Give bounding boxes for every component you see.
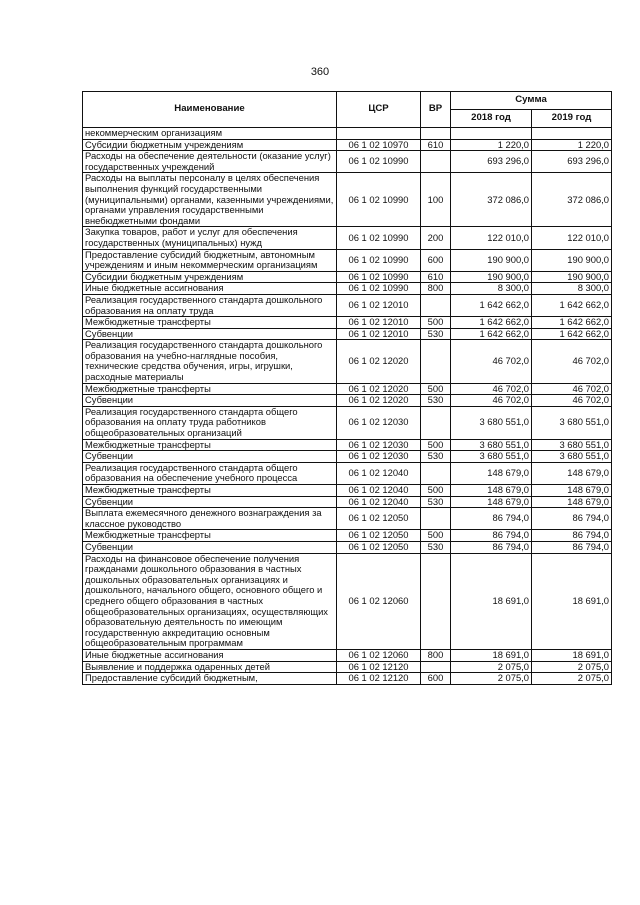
cell-s2019: 18 691,0 [532,649,612,661]
cell-name: Субсидии бюджетным учреждениям [83,271,337,283]
cell-vr: 100 [421,173,451,227]
cell-csr: 06 1 02 12010 [337,328,421,340]
cell-name: Расходы на выплаты персоналу в целях обеспечения выполнения функций государственными (муниципальными) органами, казенными учреждениями, органами управления государственными внебюджетными фондами [83,173,337,227]
cell-vr: 200 [421,227,451,249]
cell-s2018: 2 075,0 [451,673,532,685]
cell-vr [421,553,451,649]
header-name: Наименование [83,92,337,128]
cell-s2019: 148 679,0 [532,496,612,508]
cell-s2019: 1 642 662,0 [532,328,612,340]
cell-vr: 530 [421,451,451,463]
cell-s2018: 3 680 551,0 [451,451,532,463]
table-row [83,128,612,140]
cell-s2019: 3 680 551,0 [532,439,612,451]
cell-vr [421,340,451,383]
header-2018: 2018 год [451,110,532,128]
cell-vr [421,406,451,439]
cell-name: Выявление и поддержка одаренных детей [83,661,337,673]
cell-s2018: 3 680 551,0 [451,439,532,451]
cell-csr [337,128,421,140]
cell-csr: 06 1 02 10990 [337,173,421,227]
cell-s2019: 46 702,0 [532,395,612,407]
cell-s2018: 693 296,0 [451,151,532,173]
cell-s2018: 18 691,0 [451,553,532,649]
cell-csr: 06 1 02 12010 [337,294,421,316]
cell-vr: 610 [421,271,451,283]
table-row [83,328,612,340]
cell-s2019: 2 075,0 [532,673,612,685]
cell-name: Субвенции [83,395,337,407]
cell-csr: 06 1 02 12060 [337,553,421,649]
cell-s2018: 148 679,0 [451,485,532,497]
cell-csr: 06 1 02 12030 [337,406,421,439]
cell-name: Расходы на обеспечение деятельности (оказание услуг) государственных учреждений [83,151,337,173]
table-row [83,439,612,451]
table-row [83,227,612,249]
cell-name: Реализация государственного стандарта дошкольного образования на учебно-наглядные пособия, технические средства обучения, игры, игрушки, расходные материалы [83,340,337,383]
cell-csr: 06 1 02 10990 [337,271,421,283]
table-row [83,340,612,383]
header-2019: 2019 год [532,110,612,128]
cell-csr: 06 1 02 12020 [337,383,421,395]
page-number: 360 [310,66,330,78]
cell-csr: 06 1 02 12020 [337,395,421,407]
cell-s2018: 1 642 662,0 [451,328,532,340]
cell-name: Субвенции [83,496,337,508]
cell-csr: 06 1 02 12050 [337,508,421,530]
cell-s2018: 1 220,0 [451,139,532,151]
cell-s2019: 3 680 551,0 [532,451,612,463]
cell-name: Расходы на финансовое обеспечение получения гражданами дошкольного образования в частных дошкольных образовательных организациях и дошкольного, начального общего, основного общего и среднего общего образования в частных общеобразовательных организациях, осуществляющих образовательную деятельность по имеющим государственную аккредитацию основным общеобразовательным программам [83,553,337,649]
table-header [83,92,612,128]
cell-s2018: 122 010,0 [451,227,532,249]
cell-csr: 06 1 02 10990 [337,227,421,249]
table-row [83,249,612,271]
cell-name: Межбюджетные трансферты [83,317,337,329]
cell-s2019: 190 900,0 [532,249,612,271]
table-row [83,317,612,329]
cell-csr: 06 1 02 12040 [337,462,421,484]
table-row [83,553,612,649]
cell-s2018: 8 300,0 [451,283,532,295]
table-row [83,451,612,463]
table-row [83,673,612,685]
cell-s2018: 148 679,0 [451,496,532,508]
table-row [83,151,612,173]
cell-s2019: 46 702,0 [532,340,612,383]
cell-name: Предоставление субсидий бюджетным, автономным учреждениям и иным некоммерческим организациям [83,249,337,271]
cell-s2018: 190 900,0 [451,249,532,271]
table-body [83,128,612,685]
cell-name: Межбюджетные трансферты [83,530,337,542]
cell-s2019: 18 691,0 [532,553,612,649]
cell-s2019 [532,128,612,140]
cell-vr: 500 [421,530,451,542]
cell-csr: 06 1 02 12060 [337,649,421,661]
cell-name: Предоставление субсидий бюджетным, [83,673,337,685]
table-row [83,462,612,484]
cell-s2018: 86 794,0 [451,508,532,530]
cell-s2018: 86 794,0 [451,530,532,542]
cell-s2019: 148 679,0 [532,485,612,497]
cell-vr: 530 [421,541,451,553]
cell-s2018: 86 794,0 [451,541,532,553]
cell-s2019: 1 220,0 [532,139,612,151]
cell-name: Субсидии бюджетным учреждениям [83,139,337,151]
cell-csr: 06 1 02 12040 [337,485,421,497]
cell-s2018: 1 642 662,0 [451,294,532,316]
cell-vr: 600 [421,249,451,271]
cell-name: Реализация государственного стандарта общего образования на обеспечение учебного процесса [83,462,337,484]
table-row [83,383,612,395]
header-sum: Сумма [451,92,612,110]
cell-csr: 06 1 02 12040 [337,496,421,508]
cell-s2018: 1 642 662,0 [451,317,532,329]
cell-s2019: 86 794,0 [532,530,612,542]
cell-s2018: 372 086,0 [451,173,532,227]
cell-s2019: 148 679,0 [532,462,612,484]
cell-csr: 06 1 02 12120 [337,661,421,673]
cell-vr: 610 [421,139,451,151]
table-row [83,406,612,439]
cell-s2019: 372 086,0 [532,173,612,227]
cell-s2018: 46 702,0 [451,395,532,407]
cell-name: Выплата ежемесячного денежного вознаграждения за классное руководство [83,508,337,530]
cell-vr: 500 [421,439,451,451]
cell-csr: 06 1 02 12030 [337,451,421,463]
cell-name: Реализация государственного стандарта дошкольного образования на оплату труда [83,294,337,316]
table-row [83,271,612,283]
cell-s2018: 2 075,0 [451,661,532,673]
cell-vr: 500 [421,383,451,395]
table-row [83,649,612,661]
header-vr: ВР [421,92,451,128]
cell-s2019: 46 702,0 [532,383,612,395]
cell-vr [421,294,451,316]
cell-vr: 530 [421,328,451,340]
header-csr: ЦСР [337,92,421,128]
cell-s2019: 122 010,0 [532,227,612,249]
cell-vr: 530 [421,395,451,407]
cell-vr: 530 [421,496,451,508]
cell-csr: 06 1 02 10990 [337,283,421,295]
cell-vr [421,462,451,484]
cell-name: Иные бюджетные ассигнования [83,649,337,661]
cell-vr [421,508,451,530]
cell-s2018: 18 691,0 [451,649,532,661]
cell-csr: 06 1 02 12120 [337,673,421,685]
cell-csr: 06 1 02 12010 [337,317,421,329]
cell-s2018: 46 702,0 [451,383,532,395]
cell-csr: 06 1 02 12030 [337,439,421,451]
table-row [83,496,612,508]
cell-s2019: 1 642 662,0 [532,317,612,329]
cell-csr: 06 1 02 10970 [337,139,421,151]
cell-vr: 800 [421,649,451,661]
table-row [83,283,612,295]
table-row [83,485,612,497]
cell-vr [421,128,451,140]
cell-s2019: 693 296,0 [532,151,612,173]
cell-name: некоммерческим организациям [83,128,337,140]
cell-name: Иные бюджетные ассигнования [83,283,337,295]
cell-s2018 [451,128,532,140]
table-row [83,661,612,673]
cell-name: Межбюджетные трансферты [83,383,337,395]
cell-s2019: 86 794,0 [532,508,612,530]
cell-vr: 600 [421,673,451,685]
cell-name: Субвенции [83,541,337,553]
cell-vr [421,151,451,173]
cell-vr: 800 [421,283,451,295]
cell-name: Межбюджетные трансферты [83,439,337,451]
cell-s2019: 86 794,0 [532,541,612,553]
cell-csr: 06 1 02 12050 [337,530,421,542]
cell-s2018: 148 679,0 [451,462,532,484]
table-row [83,294,612,316]
budget-table [82,91,612,685]
cell-s2018: 3 680 551,0 [451,406,532,439]
table-row [83,395,612,407]
cell-name: Реализация государственного стандарта общего образования на оплату труда работников общеобразовательных организаций [83,406,337,439]
cell-s2018: 190 900,0 [451,271,532,283]
cell-name: Межбюджетные трансферты [83,485,337,497]
cell-vr [421,661,451,673]
cell-name: Субвенции [83,451,337,463]
cell-csr: 06 1 02 12050 [337,541,421,553]
cell-name: Закупка товаров, работ и услуг для обеспечения государственных (муниципальных) нужд [83,227,337,249]
cell-s2019: 3 680 551,0 [532,406,612,439]
table-row [83,139,612,151]
cell-s2019: 190 900,0 [532,271,612,283]
cell-s2019: 8 300,0 [532,283,612,295]
cell-s2019: 2 075,0 [532,661,612,673]
table-row [83,530,612,542]
cell-csr: 06 1 02 12020 [337,340,421,383]
table-row [83,541,612,553]
cell-s2019: 1 642 662,0 [532,294,612,316]
table-row [83,508,612,530]
cell-name: Субвенции [83,328,337,340]
cell-vr: 500 [421,317,451,329]
table-row [83,173,612,227]
cell-csr: 06 1 02 10990 [337,249,421,271]
cell-vr: 500 [421,485,451,497]
cell-s2018: 46 702,0 [451,340,532,383]
cell-csr: 06 1 02 10990 [337,151,421,173]
